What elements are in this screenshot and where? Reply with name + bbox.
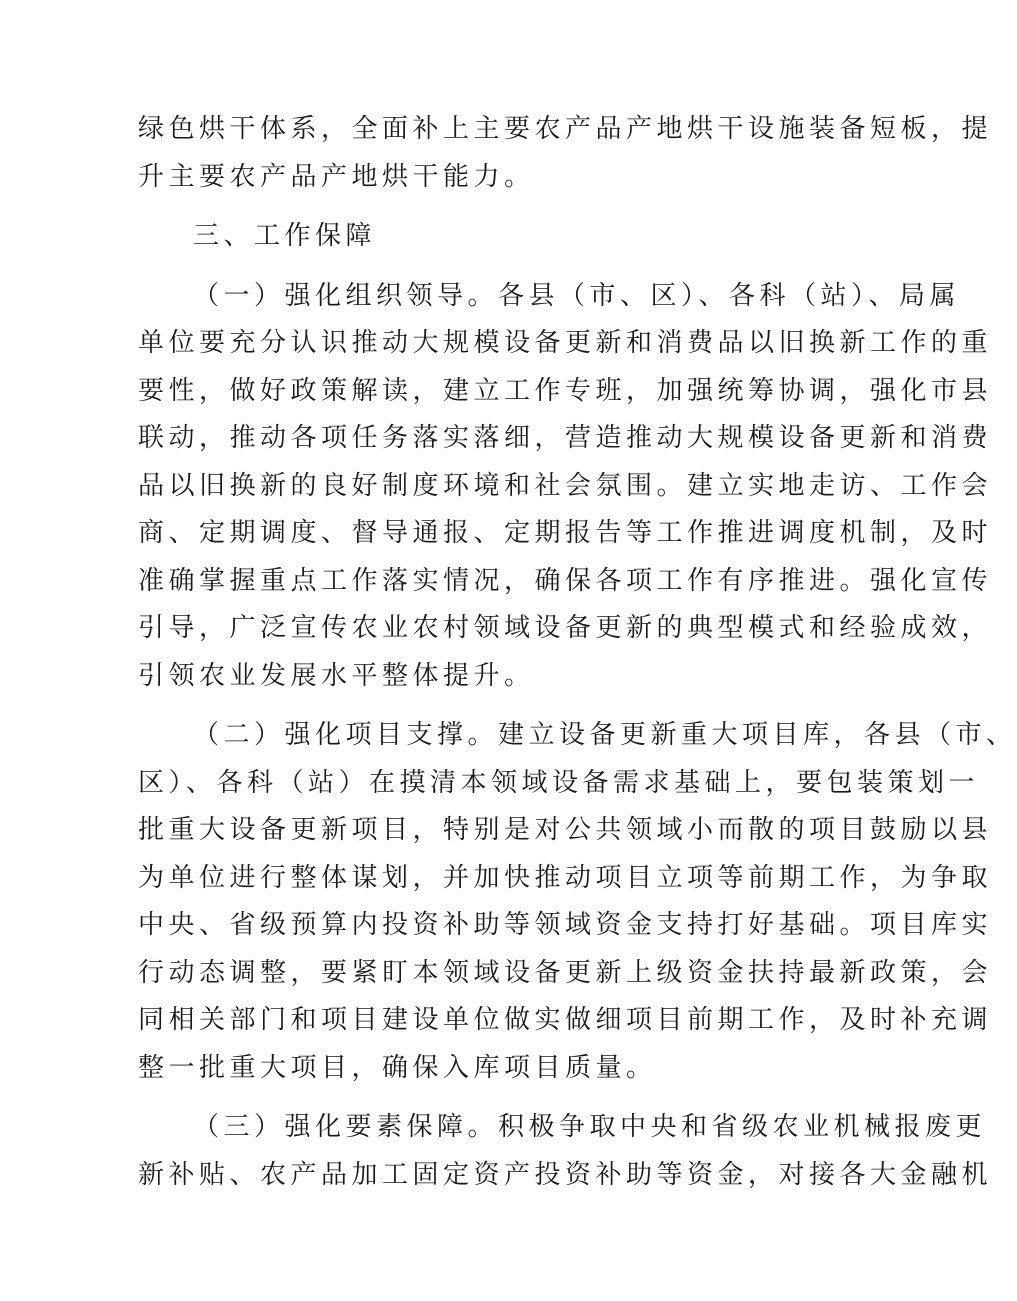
paragraph-green-drying <box>138 106 993 201</box>
text-line: （二）强化项目支撑。建立设备更新重大项目库，各县（市、 <box>193 720 1017 750</box>
document-body <box>138 106 1017 1199</box>
text-line: 新补贴、农产品加工固定资产投资补助等资金，对接各大金融机 <box>138 1159 993 1190</box>
text-line: 品以旧换新的良好制度环境和社会氛围。建立实地走访、工作会 <box>138 470 993 501</box>
text-line: 要性，做好政策解读，建立工作专班，加强统筹协调，强化市县 <box>138 375 993 406</box>
text-line: （一）强化组织领导。各县（市、区）、各科（站）、局属 <box>193 280 961 311</box>
text-line: 引导，广泛宣传农业农村领域设备更新的典型模式和经验成效， <box>138 613 993 643</box>
text-line: 绿色烘干体系，全面补上主要农产品产地烘干设施装备短板，提 <box>138 114 993 144</box>
text-line: 为单位进行整体谋划，并加快推动项目立项等前期工作，为争取 <box>138 862 993 893</box>
text-line: 批重大设备更新项目，特别是对公共领域小而散的项目鼓励以县 <box>138 815 993 845</box>
text-line: 区）、各科（站）在摸清本领域设备需求基础上，要包装策划一 <box>138 767 980 798</box>
paragraph-project-support <box>138 712 1017 1092</box>
paragraph-organization-leadership <box>138 273 993 701</box>
text-line: 中央、省级预算内投资补助等领域资金支持打好基础。项目库实 <box>138 910 993 940</box>
text-line: 升主要农产品产地烘干能力。 <box>138 161 535 192</box>
section-heading: 三、工作保障 <box>193 221 377 251</box>
text-line: 单位要充分认识推动大规模设备更新和消费品以旧换新工作的重 <box>138 328 993 358</box>
text-line: 行动态调整，要紧盯本领域设备更新上级资金扶持最新政策，会 <box>138 957 993 988</box>
text-line: （三）强化要素保障。积极争取中央和省级农业机械报废更 <box>193 1112 987 1142</box>
section-heading-work-guarantee <box>138 213 788 261</box>
text-line: 准确掌握重点工作落实情况，确保各项工作有序推进。强化宣传 <box>138 565 993 596</box>
text-line: 联动，推动各项任务落实落细，营造推动大规模设备更新和消费 <box>138 423 993 453</box>
text-line: 引领农业发展水平整体提升。 <box>138 660 535 691</box>
text-line: 同相关部门和项目建设单位做实做细项目前期工作，及时补充调 <box>138 1005 993 1035</box>
text-line: 整一批重大项目，确保入库项目质量。 <box>138 1052 657 1083</box>
paragraph-resource-guarantee <box>138 1104 993 1199</box>
text-line: 商、定期调度、督导通报、定期报告等工作推进调度机制，及时 <box>138 518 993 548</box>
